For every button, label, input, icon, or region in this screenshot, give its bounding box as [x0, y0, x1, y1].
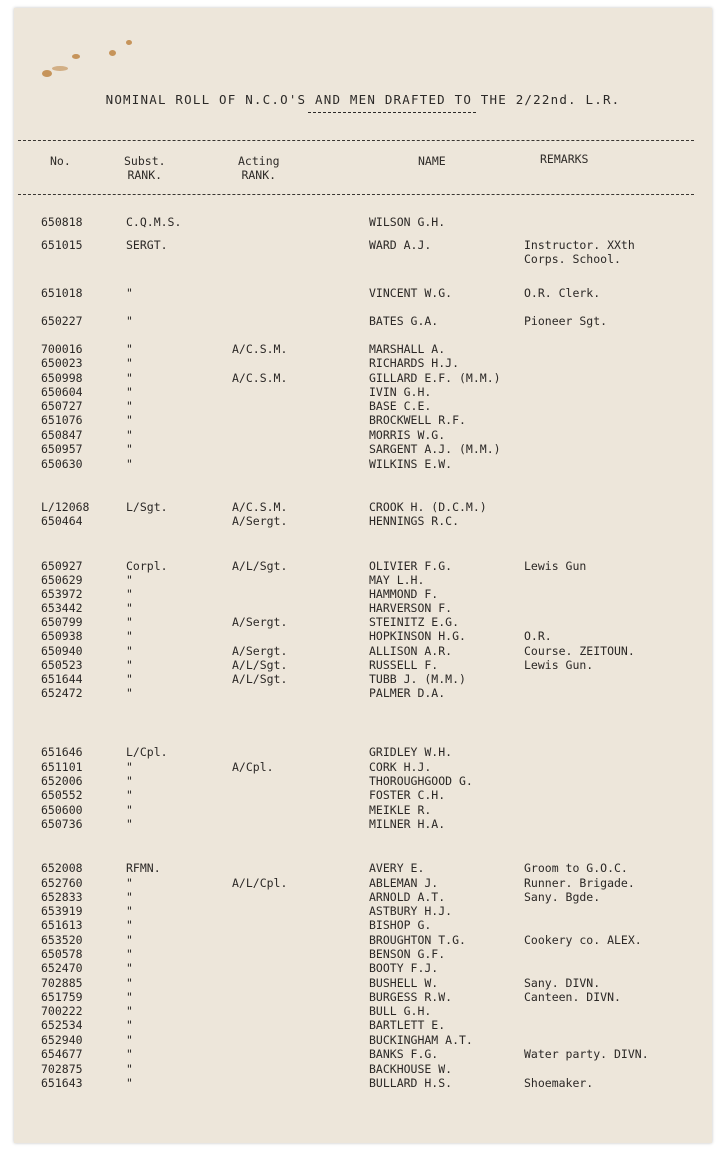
substantive-rank: " — [126, 890, 133, 904]
table-row — [14, 457, 712, 471]
service-number: 653919 — [41, 904, 83, 918]
substantive-rank: " — [126, 686, 133, 700]
service-number: 700016 — [41, 342, 83, 356]
soldier-name: AVERY E. — [369, 861, 425, 875]
acting-rank: A/Sergt. — [232, 615, 288, 629]
substantive-rank: Corpl. — [126, 559, 168, 573]
table-row — [14, 976, 712, 990]
soldier-name: WILSON G.H. — [369, 215, 446, 229]
remarks: Groom to G.O.C. — [524, 861, 628, 875]
table-row — [14, 933, 712, 947]
soldier-name: ARNOLD A.T. — [369, 890, 446, 904]
remarks: O.R. Clerk. — [524, 286, 601, 300]
soldier-name: PALMER D.A. — [369, 686, 446, 700]
remarks: Canteen. DIVN. — [524, 990, 621, 1004]
table-row — [14, 918, 712, 932]
table-row — [14, 428, 712, 442]
soldier-name: MARSHALL A. — [369, 342, 446, 356]
table-row — [14, 252, 712, 266]
substantive-rank: " — [126, 286, 133, 300]
acting-rank: A/Cpl. — [232, 760, 274, 774]
substantive-rank: " — [126, 658, 133, 672]
substantive-rank: " — [126, 961, 133, 975]
document-page — [14, 8, 712, 1143]
acting-rank: A/L/Sgt. — [232, 559, 288, 573]
table-row — [14, 559, 712, 573]
soldier-name: HOPKINSON H.G. — [369, 629, 466, 643]
substantive-rank: " — [126, 601, 133, 615]
service-number: 650799 — [41, 615, 83, 629]
service-number: 651018 — [41, 286, 83, 300]
remarks: Pioneer Sgt. — [524, 314, 608, 328]
soldier-name: GILLARD E.F. (M.M.) — [369, 371, 501, 385]
table-row — [14, 788, 712, 802]
service-number: 650940 — [41, 644, 83, 658]
service-number: 651076 — [41, 413, 83, 427]
soldier-name: TUBB J. (M.M.) — [369, 672, 466, 686]
substantive-rank: " — [126, 976, 133, 990]
table-row — [14, 644, 712, 658]
substantive-rank: " — [126, 385, 133, 399]
table-row — [14, 356, 712, 370]
soldier-name: BULL G.H. — [369, 1004, 432, 1018]
acting-rank: A/C.S.M. — [232, 342, 288, 356]
acting-rank: A/L/Cpl. — [232, 876, 288, 890]
acting-rank: A/Sergt. — [232, 644, 288, 658]
service-number: 650523 — [41, 658, 83, 672]
substantive-rank: " — [126, 1033, 133, 1047]
service-number: 700222 — [41, 1004, 83, 1018]
soldier-name: RICHARDS H.J. — [369, 356, 460, 370]
service-number: 651643 — [41, 1076, 83, 1090]
substantive-rank: " — [126, 947, 133, 961]
soldier-name: GRIDLEY W.H. — [369, 745, 453, 759]
service-number: 654677 — [41, 1047, 83, 1061]
soldier-name: CORK H.J. — [369, 760, 432, 774]
soldier-name: HAMMOND F. — [369, 587, 439, 601]
soldier-name: MILNER H.A. — [369, 817, 446, 831]
substantive-rank: " — [126, 1004, 133, 1018]
soldier-name: MEIKLE R. — [369, 803, 432, 817]
acting-rank: A/Sergt. — [232, 514, 288, 528]
soldier-name: MORRIS W.G. — [369, 428, 446, 442]
substantive-rank: " — [126, 803, 133, 817]
table-row — [14, 947, 712, 961]
service-number: 650604 — [41, 385, 83, 399]
service-number: 650227 — [41, 314, 83, 328]
soldier-name: BANKS F.G. — [369, 1047, 439, 1061]
title-underline — [308, 112, 476, 113]
substantive-rank: " — [126, 1076, 133, 1090]
substantive-rank: " — [126, 904, 133, 918]
substantive-rank: L/Sgt. — [126, 500, 168, 514]
soldier-name: IVIN G.H. — [369, 385, 432, 399]
table-row — [14, 658, 712, 672]
table-row — [14, 286, 712, 300]
acting-rank: A/C.S.M. — [232, 371, 288, 385]
table-row — [14, 442, 712, 456]
substantive-rank: " — [126, 356, 133, 370]
table-row — [14, 413, 712, 427]
table-row — [14, 215, 712, 229]
service-number: L/12068 — [41, 500, 90, 514]
service-number: 652534 — [41, 1018, 83, 1032]
service-number: 652008 — [41, 861, 83, 875]
header-name: NAME — [418, 154, 446, 168]
service-number: 653442 — [41, 601, 83, 615]
table-row — [14, 500, 712, 514]
service-number: 650818 — [41, 215, 83, 229]
service-number: 650600 — [41, 803, 83, 817]
remarks: Water party. DIVN. — [524, 1047, 649, 1061]
rust-stain — [72, 54, 80, 59]
soldier-name: ALLISON A.R. — [369, 644, 453, 658]
substantive-rank: " — [126, 629, 133, 643]
substantive-rank: " — [126, 573, 133, 587]
service-number: 651613 — [41, 918, 83, 932]
service-number: 702885 — [41, 976, 83, 990]
substantive-rank: " — [126, 817, 133, 831]
substantive-rank: RFMN. — [126, 861, 161, 875]
soldier-name: BROCKWELL R.F. — [369, 413, 466, 427]
document-title: NOMINAL ROLL OF N.C.O'S AND MEN DRAFTED TO THE 2/22nd. L.R. — [105, 92, 621, 107]
table-row — [14, 876, 712, 890]
soldier-name: MAY L.H. — [369, 573, 425, 587]
soldier-name: OLIVIER F.G. — [369, 559, 453, 573]
service-number: 652833 — [41, 890, 83, 904]
substantive-rank: " — [126, 399, 133, 413]
table-row — [14, 861, 712, 875]
acting-rank: A/L/Sgt. — [232, 672, 288, 686]
soldier-name: THOROUGHGOOD G. — [369, 774, 473, 788]
header-subst-rank: Subst. RANK. — [124, 154, 166, 182]
service-number: 650938 — [41, 629, 83, 643]
table-row — [14, 904, 712, 918]
substantive-rank: " — [126, 442, 133, 456]
remarks: Shoemaker. — [524, 1076, 594, 1090]
table-row — [14, 803, 712, 817]
substantive-rank: " — [126, 314, 133, 328]
service-number: 653520 — [41, 933, 83, 947]
service-number: 650927 — [41, 559, 83, 573]
substantive-rank: C.Q.M.S. — [126, 215, 182, 229]
service-number: 702875 — [41, 1062, 83, 1076]
soldier-name: WILKINS E.W. — [369, 457, 453, 471]
remarks: Corps. School. — [524, 252, 621, 266]
table-row — [14, 587, 712, 601]
rust-stain — [126, 40, 132, 45]
substantive-rank: " — [126, 876, 133, 890]
remarks: Sany. DIVN. — [524, 976, 601, 990]
table-row — [14, 385, 712, 399]
soldier-name: BUSHELL W. — [369, 976, 439, 990]
soldier-name: HARVERSON F. — [369, 601, 453, 615]
soldier-name: BISHOP G. — [369, 918, 432, 932]
substantive-rank: " — [126, 457, 133, 471]
service-number: 651759 — [41, 990, 83, 1004]
soldier-name: FOSTER C.H. — [369, 788, 446, 802]
service-number: 650023 — [41, 356, 83, 370]
rust-stain — [52, 66, 68, 71]
substantive-rank: " — [126, 587, 133, 601]
service-number: 651101 — [41, 760, 83, 774]
table-row — [14, 1062, 712, 1076]
table-row — [14, 1004, 712, 1018]
substantive-rank: L/Cpl. — [126, 745, 168, 759]
acting-rank: A/C.S.M. — [232, 500, 288, 514]
table-row — [14, 514, 712, 528]
table-row — [14, 672, 712, 686]
remarks: Lewis Gun — [524, 559, 587, 573]
table-row — [14, 817, 712, 831]
service-number: 650957 — [41, 442, 83, 456]
remarks: Lewis Gun. — [524, 658, 594, 672]
substantive-rank: " — [126, 413, 133, 427]
table-row — [14, 760, 712, 774]
substantive-rank: " — [126, 918, 133, 932]
table-row — [14, 990, 712, 1004]
table-row — [14, 371, 712, 385]
soldier-name: ABLEMAN J. — [369, 876, 439, 890]
table-row — [14, 890, 712, 904]
service-number: 652760 — [41, 876, 83, 890]
substantive-rank: " — [126, 672, 133, 686]
table-row — [14, 961, 712, 975]
service-number: 650847 — [41, 428, 83, 442]
soldier-name: SARGENT A.J. (M.M.) — [369, 442, 501, 456]
soldier-name: RUSSELL F. — [369, 658, 439, 672]
soldier-name: HENNINGS R.C. — [369, 514, 460, 528]
remarks: Instructor. XXth — [524, 238, 635, 252]
substantive-rank: " — [126, 933, 133, 947]
substantive-rank: " — [126, 1047, 133, 1061]
remarks: Runner. Brigade. — [524, 876, 635, 890]
service-number: 650998 — [41, 371, 83, 385]
rust-stain — [109, 50, 116, 56]
table-row — [14, 399, 712, 413]
header-top-rule — [18, 140, 694, 141]
table-row — [14, 1018, 712, 1032]
remarks: Sany. Bgde. — [524, 890, 601, 904]
substantive-rank: " — [126, 342, 133, 356]
substantive-rank: " — [126, 990, 133, 1004]
service-number: 650552 — [41, 788, 83, 802]
table-row — [14, 238, 712, 252]
table-row — [14, 774, 712, 788]
table-row — [14, 342, 712, 356]
table-row — [14, 573, 712, 587]
soldier-name: ASTBURY H.J. — [369, 904, 453, 918]
remarks: Cookery co. ALEX. — [524, 933, 642, 947]
soldier-name: BROUGHTON T.G. — [369, 933, 466, 947]
table-row — [14, 745, 712, 759]
soldier-name: BULLARD H.S. — [369, 1076, 453, 1090]
header-no: No. — [50, 154, 71, 168]
remarks: O.R. — [524, 629, 552, 643]
soldier-name: VINCENT W.G. — [369, 286, 453, 300]
substantive-rank: " — [126, 1062, 133, 1076]
table-row — [14, 1076, 712, 1090]
soldier-name: BATES G.A. — [369, 314, 439, 328]
header-remarks: REMARKS — [540, 152, 589, 166]
table-row — [14, 629, 712, 643]
service-number: 652472 — [41, 686, 83, 700]
substantive-rank: " — [126, 371, 133, 385]
table-row — [14, 615, 712, 629]
soldier-name: BUCKINGHAM A.T. — [369, 1033, 473, 1047]
service-number: 652940 — [41, 1033, 83, 1047]
table-row — [14, 1047, 712, 1061]
service-number: 653972 — [41, 587, 83, 601]
substantive-rank: " — [126, 615, 133, 629]
service-number: 652006 — [41, 774, 83, 788]
substantive-rank: " — [126, 760, 133, 774]
service-number: 650629 — [41, 573, 83, 587]
soldier-name: BACKHOUSE W. — [369, 1062, 453, 1076]
header-bottom-rule — [18, 194, 694, 195]
header-acting-rank: Acting RANK. — [238, 154, 280, 182]
remarks: Course. ZEITOUN. — [524, 644, 635, 658]
acting-rank: A/L/Sgt. — [232, 658, 288, 672]
service-number: 652470 — [41, 961, 83, 975]
soldier-name: CROOK H. (D.C.M.) — [369, 500, 487, 514]
service-number: 650464 — [41, 514, 83, 528]
substantive-rank: " — [126, 774, 133, 788]
service-number: 650736 — [41, 817, 83, 831]
table-row — [14, 601, 712, 615]
table-row — [14, 686, 712, 700]
soldier-name: STEINITZ E.G. — [369, 615, 460, 629]
soldier-name: BOOTY F.J. — [369, 961, 439, 975]
substantive-rank: " — [126, 788, 133, 802]
service-number: 651644 — [41, 672, 83, 686]
substantive-rank: " — [126, 428, 133, 442]
service-number: 650727 — [41, 399, 83, 413]
soldier-name: BURGESS R.W. — [369, 990, 453, 1004]
soldier-name: WARD A.J. — [369, 238, 432, 252]
rust-stain — [42, 70, 52, 77]
service-number: 650578 — [41, 947, 83, 961]
table-row — [14, 314, 712, 328]
service-number: 650630 — [41, 457, 83, 471]
service-number: 651646 — [41, 745, 83, 759]
soldier-name: BARTLETT E. — [369, 1018, 446, 1032]
substantive-rank: " — [126, 644, 133, 658]
soldier-name: BASE C.E. — [369, 399, 432, 413]
service-number: 651015 — [41, 238, 83, 252]
substantive-rank: " — [126, 1018, 133, 1032]
table-row — [14, 1033, 712, 1047]
substantive-rank: SERGT. — [126, 238, 168, 252]
soldier-name: BENSON G.F. — [369, 947, 446, 961]
